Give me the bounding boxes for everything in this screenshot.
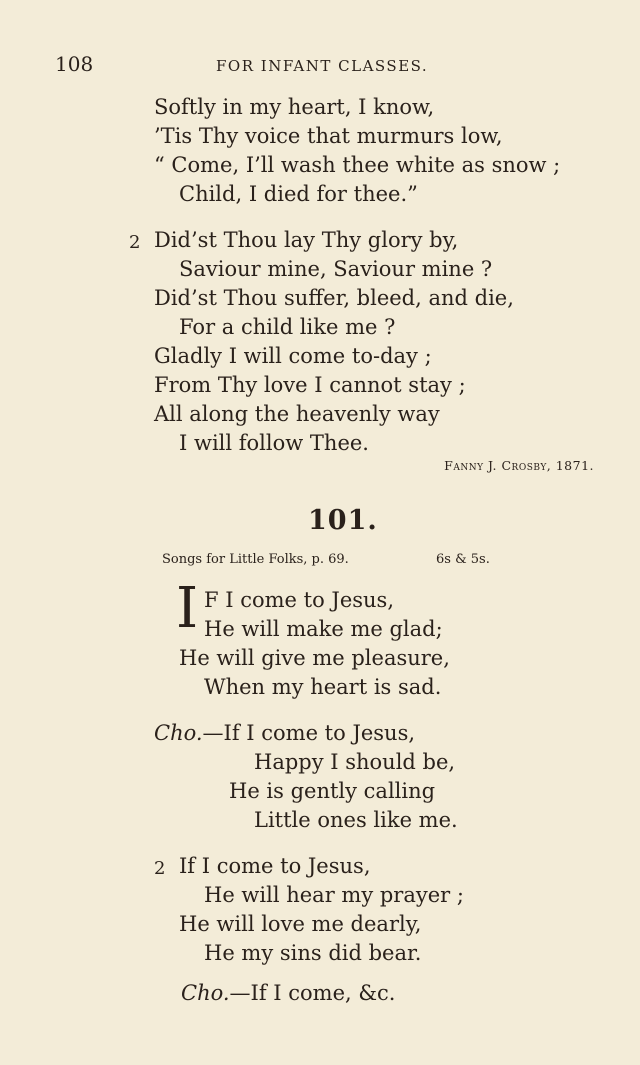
hymn-line: He will make me glad; [204,617,443,641]
hymn-line: Did’st Thou suffer, bleed, and die, [154,286,514,310]
chorus-text: —If I come, &c. [229,981,396,1005]
page-number: 108 [55,52,94,76]
chorus-line: Little ones like me. [254,808,458,832]
verse-number: 2 [154,858,166,879]
hymn-line: “ Come, I’ll wash thee white as snow ; [154,153,561,177]
hymn-line: From Thy love I cannot stay ; [154,373,466,397]
hymn-line: Did’st Thou lay Thy glory by, [154,228,459,252]
running-title: FOR INFANT CLASSES. [216,57,429,75]
hymn-line: Gladly I will come to-day ; [154,344,432,368]
hymn-line: I will follow Thee. [179,431,369,455]
hymn-line: He will give me pleasure, [179,646,450,670]
drop-cap: I [176,576,199,641]
chorus-line [181,979,396,1008]
chorus-line: He is gently calling [229,779,436,803]
chorus-line [154,719,415,748]
chorus-line: Happy I should be, [254,750,456,774]
hymn-line: Softly in my heart, I know, [154,95,435,119]
verse-number: 2 [129,232,141,253]
hymn-line: All along the heavenly way [154,402,440,426]
chorus-text: —If I come to Jesus, [202,721,416,745]
hymn-line: If I come to Jesus, [179,854,371,878]
hymn-line: Saviour mine, Saviour mine ? [179,257,493,281]
hymn-line: He will love me dearly, [179,912,422,936]
hymn-line: For a child like me ? [179,315,396,339]
hymn-line: Child, I died for thee.” [179,182,418,206]
chorus-label: Cho. [154,721,203,745]
hymn-number: 101. [308,505,378,536]
hymn-line: ’Tis Thy voice that murmurs low, [154,124,503,148]
hymn-line: When my heart is sad. [204,675,442,699]
hymn-line: He my sins did bear. [204,941,422,965]
tune-source: Songs for Little Folks, p. 69. [162,552,349,567]
hymn-line: He will hear my prayer ; [204,883,464,907]
chorus-label: Cho. [181,981,230,1005]
meter: 6s & 5s. [436,552,490,567]
attribution: Fanny J. Crosby, 1871. [444,458,594,473]
hymn-line: F I come to Jesus, [204,588,394,612]
